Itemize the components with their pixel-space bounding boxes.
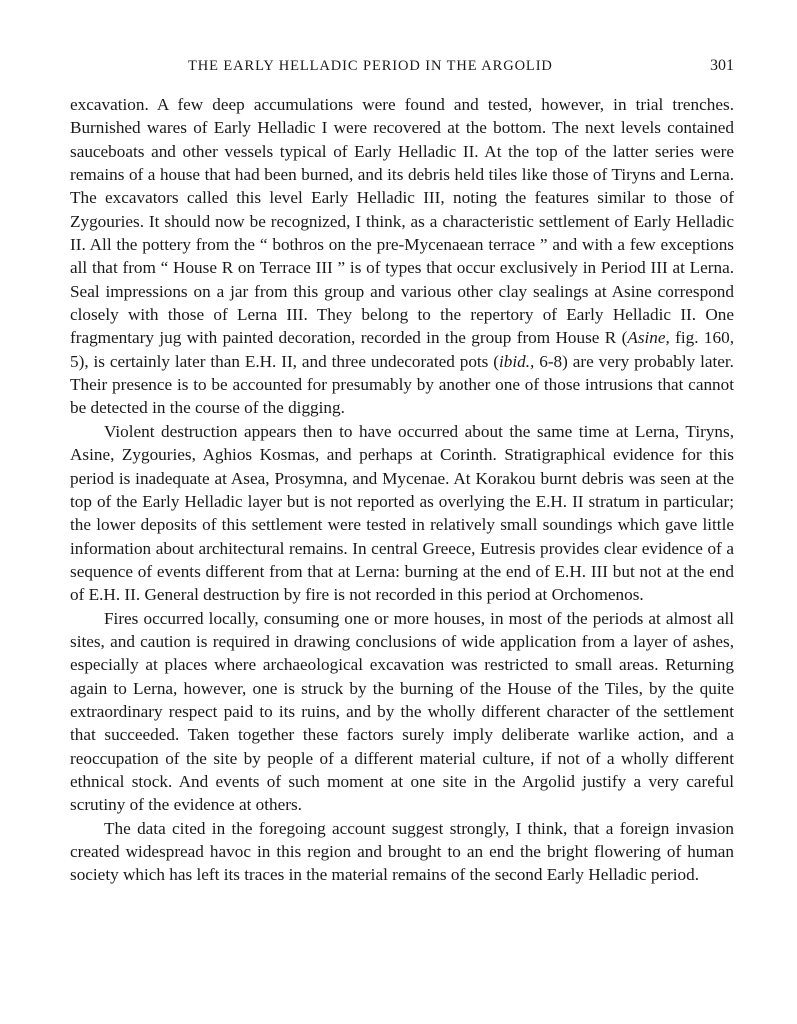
paragraph-2-text: Violent destruction appears then to have occurred about the same time at Lerna, Tiryns, Asine, Zygouries, Aghios Kosmas, and perhaps at Corinth. Stratigraphical evidence for this period is inadequate at Asea, Prosymna, and Mycenae. At Korakou burnt debris was seen at the top of the Early Helladic layer but is not reported as overlying the E.H. II stratum in particular; the lower deposits of this settlement were tested in relatively small soundings which gave little information about architectural remains. In central Greece, Eutresis provides clear evidence of a sequence of events different from that at Lerna: burning at the end of E.H. III but not at the end of E.H. II. General destruction by fire is not recorded in this period at Orchomenos. bbox=[70, 421, 734, 605]
running-title: THE EARLY HELLADIC PERIOD IN THE ARGOLID bbox=[188, 58, 553, 74]
paragraph-3-text: Fires occurred locally, consuming one or more houses, in most of the periods at almost all sites, and caution is required in drawing conclusions of wide application from a layer of ashes, especially at places where archaeological excavation was restricted to small areas. Returning again to Lerna, however, one is struck by the burning of the House of the Tiles, by the quite extraordinary respect paid to its ruins, and by the wholly different character of the settlement that succeeded. Taken together these factors surely imply deliberate warlike action, and a reoccupation of the site by people of a different material culture, if not of a wholly different ethnical stock. And events of such moment at one site in the Argolid justify a very careful scrutiny of the evidence at others. bbox=[70, 608, 734, 815]
body-text bbox=[70, 93, 734, 887]
citation-ibid: ibid., bbox=[499, 351, 535, 371]
paragraph-4-text: The data cited in the foregoing account suggest strongly, I think, that a foreign invasion created widespread havoc in this region and brought to an end the bright flowering of human society which has left its traces in the material remains of the second Early Helladic period. bbox=[70, 818, 734, 885]
citation-asine: Asine, bbox=[627, 328, 670, 348]
running-head bbox=[70, 54, 734, 78]
paragraph-1-text-1: excavation. A few deep accumulations were found and tested, however, in trial trenches. Burnished wares of Early Helladic I were recovered at the bottom. The next levels contained sauceboats and other vessels typical of Early Helladic II. At the top of the latter series were remains of a house that had been burned, and its debris held tiles like those of Tiryns and Lerna. The excavators called this level Early Helladic III, noting the features similar to those of Zygouries. It should now be recognized, I think, as a characteristic settlement of Early Helladic II. All the pottery from the “ bothros on the pre-Mycenaean terrace ” and with a few exceptions all that from “ House R on Terrace III ” is of types that occur exclusively in Period III at Lerna. Seal impressions on a jar from this group and various other clay sealings at Asine correspond closely with those of Lerna III. They belong to the repertory of Early Helladic II. One fragmentary jug with painted decoration, recorded in the group from House R ( bbox=[70, 95, 734, 348]
paragraph-2 bbox=[70, 420, 734, 607]
paragraph-4 bbox=[70, 817, 734, 887]
paragraph-1-text-3: 6-8) are very probably later. Their presence is to be accounted for presumably by another one of those intrusions that cannot be detected in the course of the digging. bbox=[70, 351, 734, 418]
page-number: 301 bbox=[710, 57, 734, 74]
book-page bbox=[70, 54, 734, 887]
paragraph-1-text-2: fig. 160, 5), is certainly later than E.H. II, and three undecorated pots ( bbox=[70, 328, 734, 371]
paragraph-3 bbox=[70, 607, 734, 817]
paragraph-1 bbox=[70, 93, 734, 420]
